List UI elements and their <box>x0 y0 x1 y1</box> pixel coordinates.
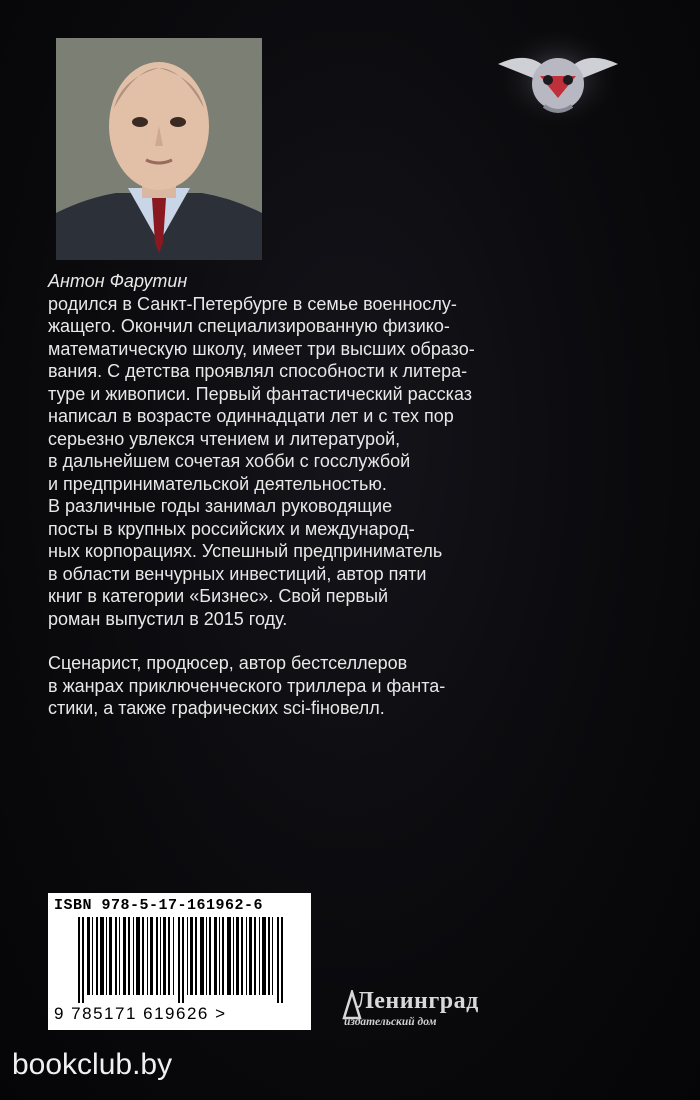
bio-line: Сценарист, продюсер, автор бестселлеров <box>48 653 408 673</box>
bio-line: посты в крупных российских и международ- <box>48 518 415 539</box>
bio-line: математическую школу, имеет три высших образо- <box>48 338 475 359</box>
bio-line: туре и живописи. Первый фантастический рассказ <box>48 383 473 404</box>
bio-line: серьезно увлекся чтением и литературой, <box>48 428 401 449</box>
bio-line: в дальнейшем сочетая хобби с госслужбой <box>48 451 411 471</box>
author-name: Антон Фарутин <box>48 271 188 291</box>
bio-line: родился в Санкт-Петербурге в семье военнослу- <box>48 293 457 314</box>
barcode-icon <box>78 917 288 1003</box>
bio-line: жащего. Окончил специализированную физико- <box>48 316 450 336</box>
site-watermark: bookclub.by <box>12 1048 173 1081</box>
bio-line: в области венчурных инвестиций, автор пяти <box>48 563 427 584</box>
author-biography <box>48 270 508 720</box>
bio-line: написал в возрасте одиннадцати лет и с тех пор <box>48 406 454 426</box>
author-portrait <box>56 38 262 260</box>
bio-paragraph-1 <box>48 270 508 630</box>
publisher-subtitle: издательский дом <box>344 1016 437 1028</box>
bio-line: и предпринимательской деятельностью. <box>48 473 387 494</box>
isbn-label: ISBN 978-5-17-161962-6 <box>54 897 264 914</box>
bio-line: стики, а также графических sci-fiновелл. <box>48 698 385 718</box>
publisher-name: Ленинград <box>356 988 479 1014</box>
bio-paragraph-2 <box>48 652 508 720</box>
bio-line: ных корпорациях. Успешный предприниматель <box>48 541 443 561</box>
bio-line: вания. С детства проявлял способности к литера- <box>48 361 468 381</box>
publisher-logo <box>342 988 522 1034</box>
bio-line: в жанрах приключенческого триллера и фанта- <box>48 675 446 696</box>
bio-line: книг в категории «Бизнес». Свой первый <box>48 586 389 606</box>
bio-line: роман выпустил в 2015 году. <box>48 608 288 629</box>
author-photo-icon <box>56 38 262 260</box>
isbn-barcode <box>48 893 311 1030</box>
bio-line: В различные годы занимал руководящие <box>48 496 393 516</box>
barcode-digits: 9 785171 619626 > <box>54 1004 227 1023</box>
winged-skull-emblem-icon <box>488 20 628 140</box>
